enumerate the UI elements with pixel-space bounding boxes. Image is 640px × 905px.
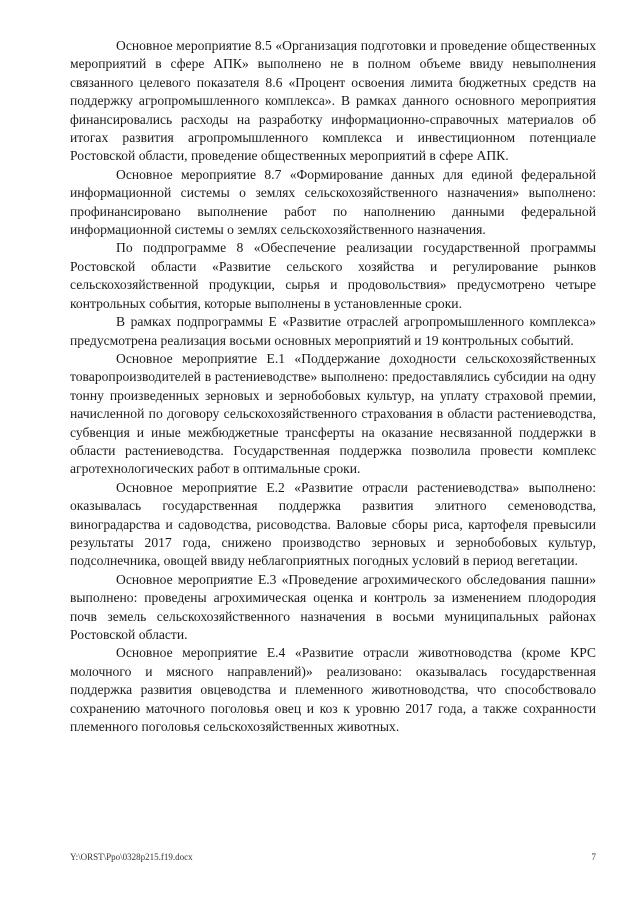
paragraph-measure-e-3: Основное мероприятие Е.3 «Проведение агрохимического обследования пашни» выполнено: проведены агрохимическая оценка и контроль за изменением плодородия почв земель сельскохозяйственного назначения в восьми муниципальных районах Ростовской области.: [70, 571, 596, 642]
page-number: 7: [591, 852, 596, 862]
footer-file-path: Y:\ORST\Ppo\0328p215.f19.docx: [70, 852, 193, 862]
paragraph-measure-8-5: Основное мероприятие 8.5 «Организация подготовки и проведение общественных мероприятий в сфере АПК» выполнено не в полном объеме ввиду невыполнения связанного целевого показателя 8.6 «Процент освоения лимита бюджетных средств на поддержку агропромышленного комплекса». В рамках данного основного мероприятия финансировались расходы на разработку информационно-справочных материалов об итогах развития агропромышленного комплекса и инвестиционном потенциале Ростовской области, проведение общественных мероприятий в сфере АПК.: [70, 38, 596, 164]
paragraph-measure-e-4: Основное мероприятие Е.4 «Развитие отрасли животноводства (кроме КРС молочного и мясного направлений)» реализовано: оказывалась государственная поддержка развития овцеводства и племенного животноводства, что способствовало сохранению маточного поголовья овец и коз к уровню 2017 года, а также сохранности племенного поголовья сельскохозяйственных животных.: [70, 645, 596, 735]
paragraph-subprogram-e: В рамках подпрограммы Е «Развитие отраслей агропромышленного комплекса» предусмотрена реализация восьми основных мероприятий и 19 контрольных событий.: [70, 314, 596, 348]
paragraph-measure-e-2: Основное мероприятие Е.2 «Развитие отрасли растениеводства» выполнено: оказывалась государственная поддержка развития элитного семеноводства, виноградарства и садоводства, рисоводства. Валовые сборы риса, картофеля превысили результаты 2017 года, снижено производство зерновых и зернобобовых культур, подсолнечника, овощей ввиду неблагоприятных погодных условий в период вегетации.: [70, 479, 596, 569]
paragraph-subprogram-8: По подпрограмме 8 «Обеспечение реализации государственной программы Ростовской области «Развитие сельского хозяйства и регулирование рынков сельскохозяйственной продукции, сырья и продовольствия» предусмотрено четыре контрольных события, которые выполнены в установленные сроки.: [70, 240, 596, 311]
paragraph-measure-e-1: Основное мероприятие Е.1 «Поддержание доходности сельскохозяйственных товаропроизводителей в растениеводстве» выполнено: предоставлялись субсидии на одну тонну произведенных зерновых и зернобобовых культур, на уплату страховой премии, начисленной по договору сельскохозяйственного страхования в области растениеводства, субвенция и иные межбюджетные трансферты на оказание несвязанной поддержки в области растениеводства. Государственная поддержка позволила провести комплекс агротехнологических работ в оптимальные сроки.: [70, 350, 596, 477]
paragraph-measure-8-7: Основное мероприятие 8.7 «Формирование данных для единой федеральной информационной системы о землях сельскохозяйственного назначения» выполнено: профинансировано выполнение работ по наполнению данными федеральной информационной системы о землях сельскохозяйственного назначения.: [70, 166, 596, 238]
document-body: [70, 37, 596, 736]
